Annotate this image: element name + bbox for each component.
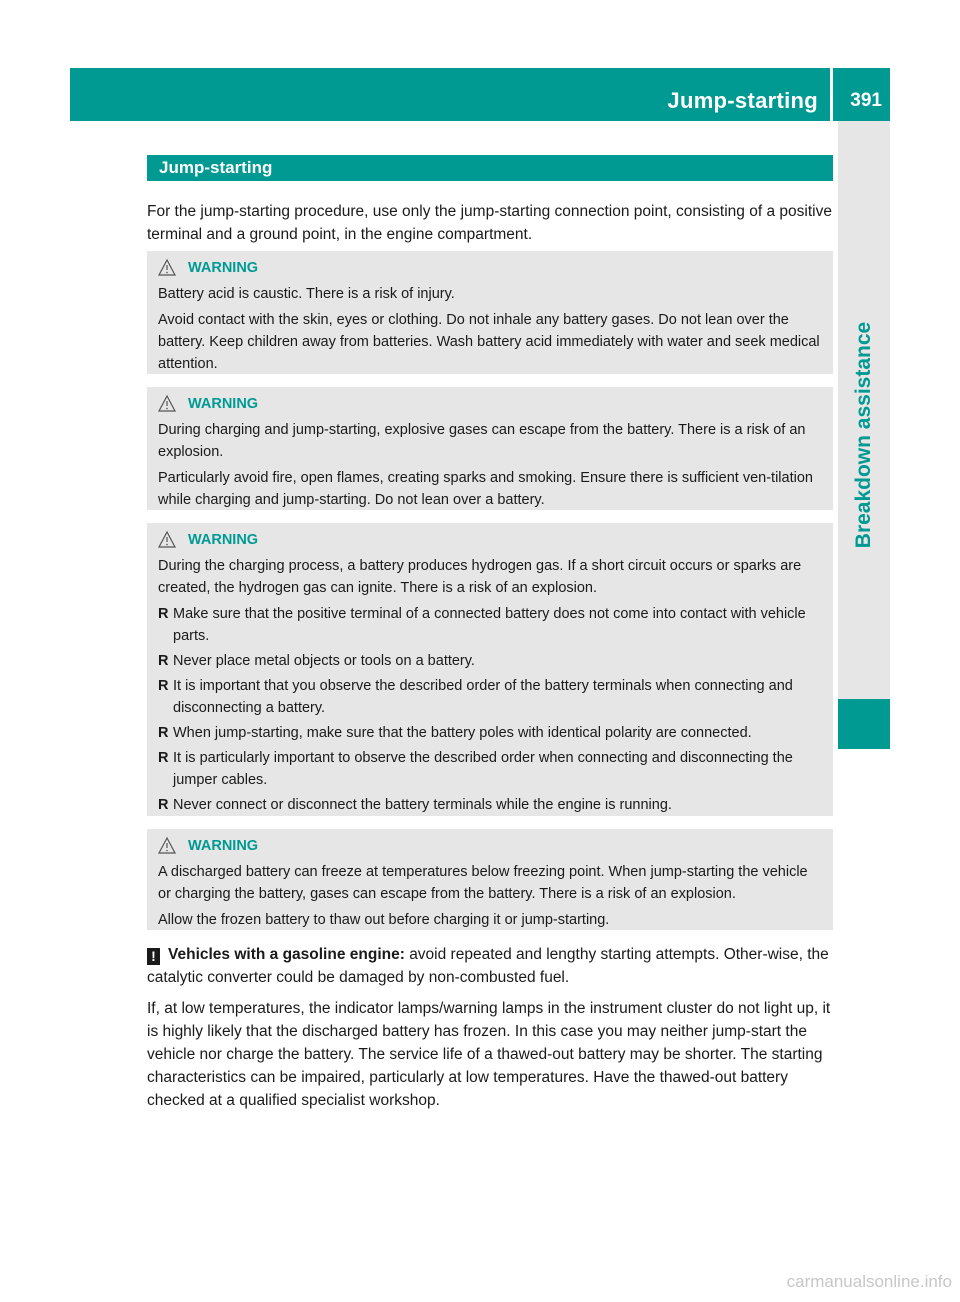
- list-item: [158, 675, 823, 719]
- warning-header: [158, 257, 823, 279]
- closing-paragraph: If, at low temperatures, the indicator lamps/warning lamps in the instrument cluster do not light up, it is highly likely that the discharged battery has frozen. In this case you may neither jump-start the vehicle nor charge the battery. The service life of a thawed-out battery may be shorter. The starting characteristics can be impaired, particularly at low temperatures. Have the thawed-out battery checked at a qualified specialist workshop.: [147, 1000, 831, 1109]
- watermark: carmanualsonline.info: [786, 1272, 952, 1291]
- chapter-side-tab: [838, 121, 890, 749]
- list-item-text: It is important that you observe the described order of the battery terminals when connecting and disconnecting a battery.: [173, 678, 793, 716]
- warning-text: During charging and jump-starting, explosive gases can escape from the battery. There is a risk of an explosion.: [158, 422, 806, 460]
- warning-box-2: [147, 387, 833, 510]
- warning-text: Allow the frozen battery to thaw out before charging it or jump-starting.: [158, 912, 610, 928]
- list-item-text: Never connect or disconnect the battery terminals while the engine is running.: [173, 797, 672, 813]
- warning-triangle-icon: [158, 836, 188, 856]
- warning-title: WARNING: [188, 532, 259, 548]
- warning-text: A discharged battery can freeze at temperatures below freezing point. When jump-starting the vehicle or charging the battery, gases can escape from the battery. There is a risk of an explosion.: [158, 864, 808, 902]
- list-item: [158, 722, 823, 744]
- list-item-text: Never place metal objects or tools on a battery.: [173, 653, 475, 669]
- intro-paragraph: For the jump-starting procedure, use only the jump-starting connection point, consisting of a positive terminal and a ground point, in the engine compartment.: [147, 203, 832, 243]
- warning-text: Battery acid is caustic. There is a risk of injury.: [158, 286, 455, 302]
- warning-triangle-icon: [158, 530, 188, 550]
- header-divider: [830, 68, 833, 121]
- chapter-side-tab-label: Breakdown assistance: [852, 321, 875, 549]
- warning-triangle-icon: [158, 258, 188, 278]
- warning-box-1: [147, 251, 833, 374]
- list-item-text: Make sure that the positive terminal of a connected battery does not come into contact with vehicle parts.: [173, 606, 806, 644]
- warning-title: WARNING: [188, 260, 259, 276]
- section-heading: Jump-starting: [147, 155, 833, 181]
- warning-box-4: [147, 829, 833, 930]
- list-item-text: When jump-starting, make sure that the battery poles with identical polarity are connected.: [173, 725, 752, 741]
- warning-header: [158, 393, 823, 415]
- bullet-marker: R: [158, 606, 169, 622]
- warning-text: During the charging process, a battery produces hydrogen gas. If a short circuit occurs or sparks are created, the hydrogen gas can ignite. There is a risk of an explosion.: [158, 558, 802, 596]
- note-lead: Vehicles with a gasoline engine:: [168, 946, 405, 963]
- warning-title: WARNING: [188, 396, 259, 412]
- chapter-marker: [838, 699, 890, 749]
- list-item-text: It is particularly important to observe the described order when connecting and disconnecting the jumper cables.: [173, 750, 793, 788]
- header-title: Jump-starting: [667, 88, 818, 113]
- bullet-marker: R: [158, 653, 169, 669]
- warning-triangle-icon: [158, 394, 188, 414]
- warning-header: [158, 835, 823, 857]
- warning-box-3: [147, 523, 833, 816]
- list-item: [158, 747, 823, 791]
- bullet-marker: R: [158, 725, 169, 741]
- bullet-marker: R: [158, 797, 169, 813]
- warning-bullet-list: [158, 603, 823, 816]
- warning-title: WARNING: [188, 838, 259, 854]
- warning-text: Avoid contact with the skin, eyes or clothing. Do not inhale any battery gases. Do not lean over the battery. Keep children away from batteries. Wash battery acid immediately with water and seek medical attention.: [158, 312, 820, 372]
- list-item: [158, 650, 823, 672]
- warning-text: Particularly avoid fire, open flames, creating sparks and smoking. Ensure there is sufficient ven-tilation while charging and jump-starting. Do not lean over a battery.: [158, 470, 813, 508]
- list-item: [158, 603, 823, 647]
- page-header-bar: [70, 68, 890, 121]
- page-number: 391: [850, 90, 882, 111]
- warning-header: [158, 529, 823, 551]
- bullet-marker: R: [158, 678, 169, 694]
- list-item: [158, 794, 823, 816]
- exclamation-icon: !: [147, 948, 160, 965]
- bullet-marker: R: [158, 750, 169, 766]
- caution-note: [147, 943, 833, 989]
- note-text: avoid repeated and lengthy starting attempts. Other-wise, the catalytic converter could be damaged by non-combusted fuel.: [147, 946, 829, 986]
